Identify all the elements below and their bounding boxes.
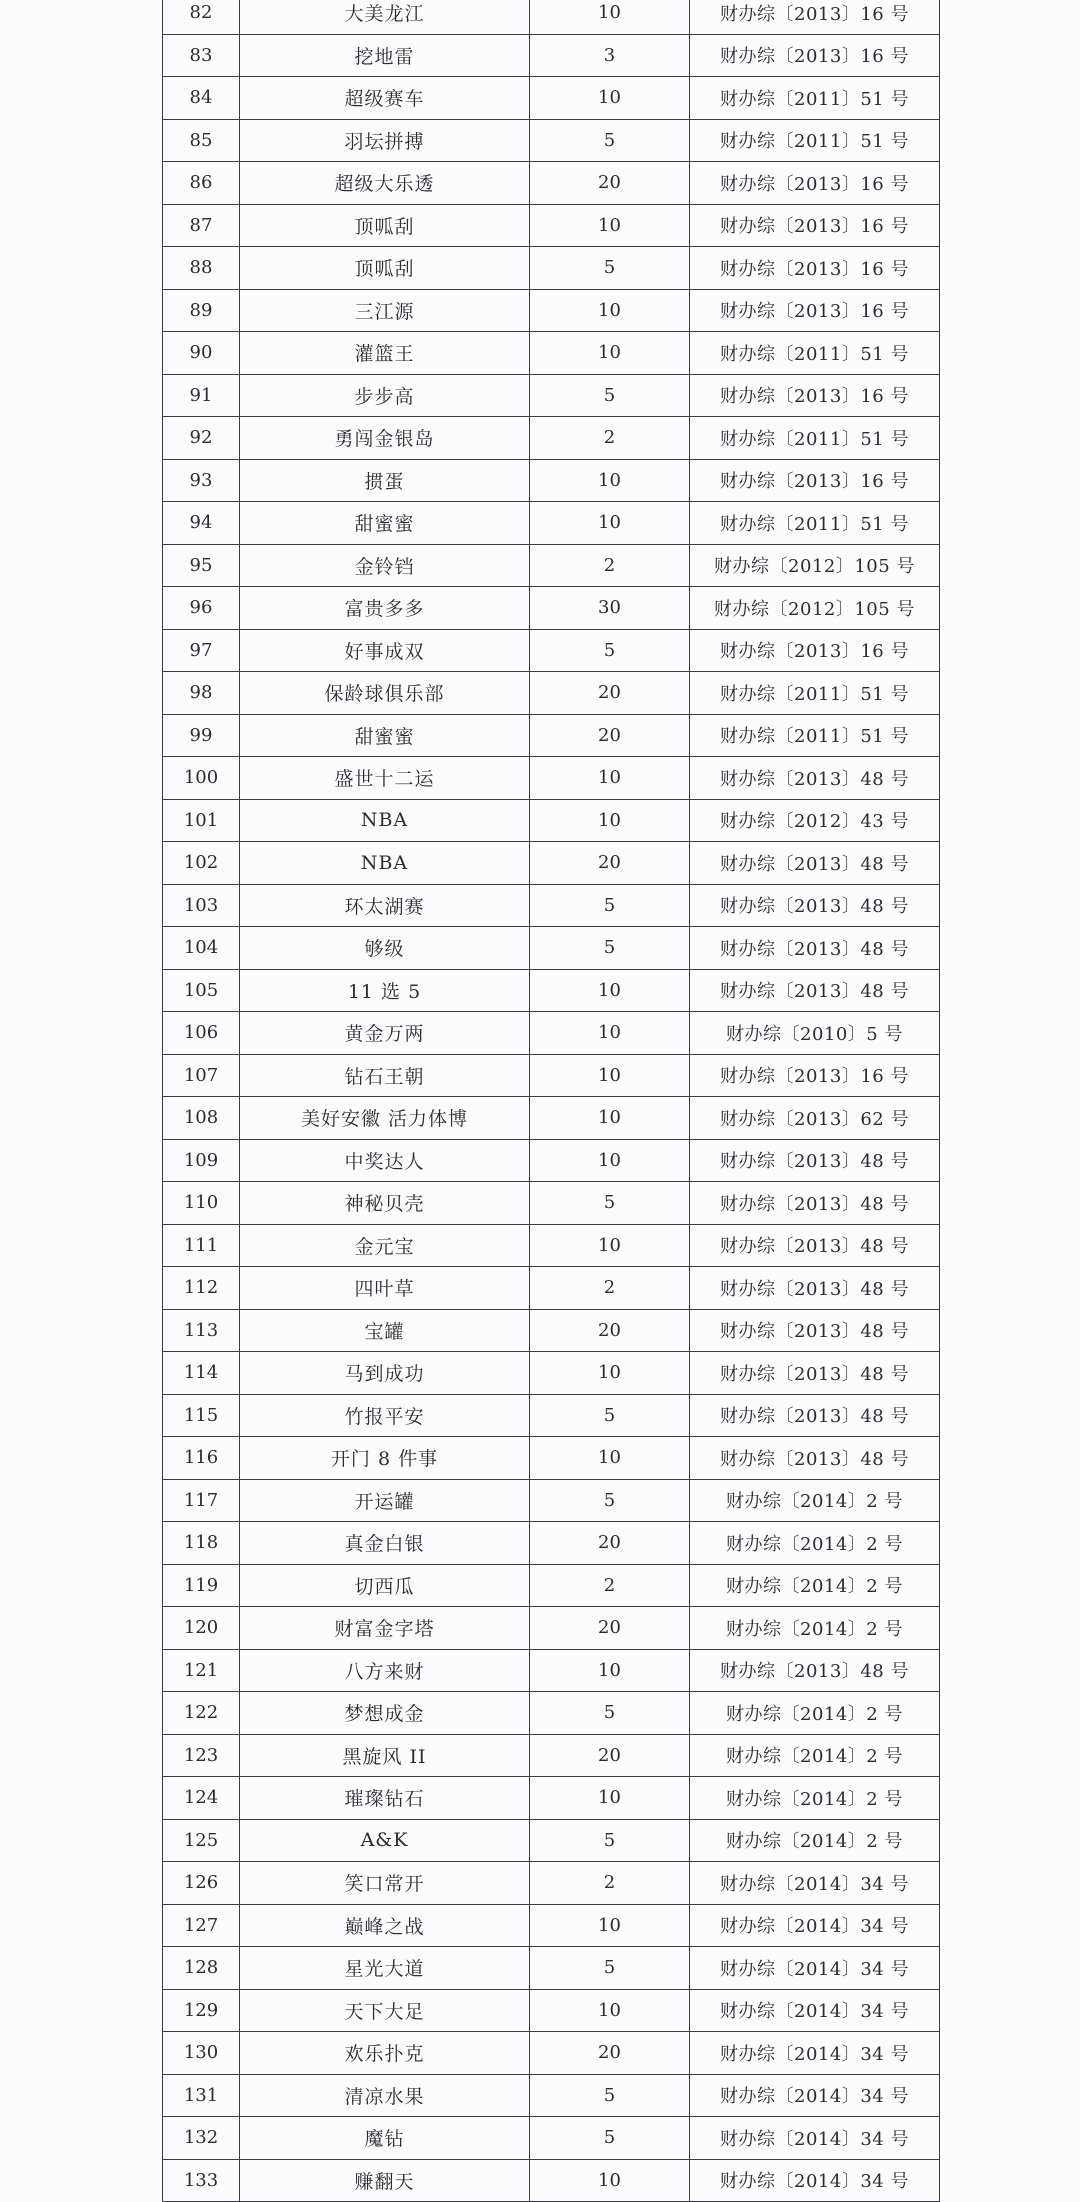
denomination-cell: 2 (530, 1564, 690, 1607)
game-name-cell: 灌篮王 (240, 332, 530, 375)
row-number-cell: 83 (163, 34, 240, 77)
game-name-cell: 笑口常开 (240, 1862, 530, 1905)
table-row (163, 799, 940, 842)
game-name-cell: 天下大足 (240, 1989, 530, 2032)
table-row (163, 162, 940, 205)
row-number-cell: 130 (163, 2032, 240, 2075)
row-number-cell: 124 (163, 1777, 240, 1820)
game-name-cell: 保龄球俱乐部 (240, 672, 530, 715)
row-number-cell: 128 (163, 1947, 240, 1990)
denomination-cell: 10 (530, 204, 690, 247)
table-row (163, 1989, 940, 2032)
document-reference-cell: 财办综〔2013〕16 号 (690, 162, 940, 205)
row-number-cell: 117 (163, 1479, 240, 1522)
game-name-cell: 钻石王朝 (240, 1054, 530, 1097)
table-row (163, 2159, 940, 2202)
document-reference-cell: 财办综〔2011〕51 号 (690, 332, 940, 375)
table-row (163, 2032, 940, 2075)
denomination-cell: 2 (530, 544, 690, 587)
document-reference-cell: 财办综〔2014〕2 号 (690, 1777, 940, 1820)
game-name-cell: 真金白银 (240, 1522, 530, 1565)
denomination-cell: 10 (530, 1437, 690, 1480)
document-reference-cell: 财办综〔2013〕48 号 (690, 1267, 940, 1310)
table-row (163, 842, 940, 885)
denomination-cell: 5 (530, 1182, 690, 1225)
document-reference-cell: 财办综〔2014〕2 号 (690, 1522, 940, 1565)
document-reference-cell: 财办综〔2014〕34 号 (690, 2117, 940, 2160)
denomination-cell: 10 (530, 757, 690, 800)
row-number-cell: 123 (163, 1734, 240, 1777)
document-reference-cell: 财办综〔2012〕43 号 (690, 799, 940, 842)
game-name-cell: 富贵多多 (240, 587, 530, 630)
game-name-cell: 八方来财 (240, 1649, 530, 1692)
document-reference-cell: 财办综〔2010〕5 号 (690, 1012, 940, 1055)
denomination-cell: 10 (530, 0, 690, 34)
game-name-cell: 勇闯金银岛 (240, 417, 530, 460)
table-row (163, 289, 940, 332)
document-reference-cell: 财办综〔2013〕48 号 (690, 1309, 940, 1352)
row-number-cell: 111 (163, 1224, 240, 1267)
table-row (163, 1267, 940, 1310)
table-row (163, 1522, 940, 1565)
table-row (163, 1607, 940, 1650)
table-row (163, 1139, 940, 1182)
table-row (163, 1862, 940, 1905)
denomination-cell: 10 (530, 1097, 690, 1140)
table-row (163, 757, 940, 800)
document-reference-cell: 财办综〔2013〕48 号 (690, 927, 940, 970)
document-reference-cell: 财办综〔2013〕48 号 (690, 1649, 940, 1692)
document-reference-cell: 财办综〔2013〕48 号 (690, 1224, 940, 1267)
game-name-cell: 环太湖赛 (240, 884, 530, 927)
table-row (163, 714, 940, 757)
game-name-cell: 星光大道 (240, 1947, 530, 1990)
row-number-cell: 131 (163, 2074, 240, 2117)
row-number-cell: 97 (163, 629, 240, 672)
row-number-cell: 92 (163, 417, 240, 460)
game-name-cell: 马到成功 (240, 1352, 530, 1395)
table-row (163, 332, 940, 375)
denomination-cell: 5 (530, 1819, 690, 1862)
denomination-cell: 5 (530, 1394, 690, 1437)
row-number-cell: 94 (163, 502, 240, 545)
document-reference-cell: 财办综〔2013〕16 号 (690, 459, 940, 502)
denomination-cell: 30 (530, 587, 690, 630)
game-name-cell: 宝罐 (240, 1309, 530, 1352)
row-number-cell: 129 (163, 1989, 240, 2032)
table-row (163, 1394, 940, 1437)
document-reference-cell: 财办综〔2013〕48 号 (690, 969, 940, 1012)
table-row (163, 1777, 940, 1820)
document-reference-cell: 财办综〔2014〕2 号 (690, 1734, 940, 1777)
denomination-cell: 5 (530, 374, 690, 417)
document-reference-cell: 财办综〔2012〕105 号 (690, 544, 940, 587)
row-number-cell: 120 (163, 1607, 240, 1650)
denomination-cell: 5 (530, 2117, 690, 2160)
table-row (163, 1819, 940, 1862)
table-row (163, 1734, 940, 1777)
table-row (163, 77, 940, 120)
document-reference-cell: 财办综〔2013〕48 号 (690, 1352, 940, 1395)
denomination-cell: 2 (530, 417, 690, 460)
denomination-cell: 10 (530, 1352, 690, 1395)
row-number-cell: 132 (163, 2117, 240, 2160)
row-number-cell: 113 (163, 1309, 240, 1352)
table-row (163, 1224, 940, 1267)
row-number-cell: 125 (163, 1819, 240, 1862)
denomination-cell: 20 (530, 1309, 690, 1352)
row-number-cell: 121 (163, 1649, 240, 1692)
game-name-cell: 魔钻 (240, 2117, 530, 2160)
game-name-cell: 顶呱刮 (240, 247, 530, 290)
game-name-cell: 财富金字塔 (240, 1607, 530, 1650)
game-name-cell: 梦想成金 (240, 1692, 530, 1735)
game-name-cell: 步步高 (240, 374, 530, 417)
denomination-cell: 5 (530, 1947, 690, 1990)
denomination-cell: 5 (530, 1479, 690, 1522)
document-reference-cell: 财办综〔2013〕16 号 (690, 247, 940, 290)
denomination-cell: 5 (530, 247, 690, 290)
document-reference-cell: 财办综〔2013〕48 号 (690, 1182, 940, 1225)
document-reference-cell: 财办综〔2013〕48 号 (690, 1394, 940, 1437)
document-reference-cell: 财办综〔2011〕51 号 (690, 714, 940, 757)
table-row (163, 1054, 940, 1097)
game-name-cell: 美好安徽 活力体博 (240, 1097, 530, 1140)
document-reference-cell: 财办综〔2011〕51 号 (690, 119, 940, 162)
table-row (163, 1437, 940, 1480)
game-name-cell: 竹报平安 (240, 1394, 530, 1437)
game-name-cell: NBA (240, 799, 530, 842)
row-number-cell: 96 (163, 587, 240, 630)
row-number-cell: 116 (163, 1437, 240, 1480)
game-name-cell: 金铃铛 (240, 544, 530, 587)
row-number-cell: 107 (163, 1054, 240, 1097)
table-row (163, 1309, 940, 1352)
document-reference-cell: 财办综〔2011〕51 号 (690, 77, 940, 120)
denomination-cell: 5 (530, 884, 690, 927)
denomination-cell: 10 (530, 332, 690, 375)
table-row (163, 204, 940, 247)
table-row (163, 884, 940, 927)
game-name-cell: 超级赛车 (240, 77, 530, 120)
row-number-cell: 127 (163, 1904, 240, 1947)
denomination-cell: 20 (530, 1734, 690, 1777)
row-number-cell: 119 (163, 1564, 240, 1607)
denomination-cell: 10 (530, 1989, 690, 2032)
denomination-cell: 20 (530, 162, 690, 205)
denomination-cell: 10 (530, 1904, 690, 1947)
row-number-cell: 112 (163, 1267, 240, 1310)
denomination-cell: 20 (530, 2032, 690, 2075)
denomination-cell: 10 (530, 1012, 690, 1055)
game-name-cell: 甜蜜蜜 (240, 714, 530, 757)
table-row (163, 1479, 940, 1522)
document-reference-cell: 财办综〔2013〕48 号 (690, 842, 940, 885)
game-name-cell: 掼蛋 (240, 459, 530, 502)
denomination-cell: 5 (530, 2074, 690, 2117)
denomination-cell: 10 (530, 969, 690, 1012)
row-number-cell: 89 (163, 289, 240, 332)
document-reference-cell: 财办综〔2014〕34 号 (690, 2032, 940, 2075)
game-name-cell: 大美龙江 (240, 0, 530, 34)
denomination-cell: 10 (530, 1054, 690, 1097)
denomination-cell: 2 (530, 1267, 690, 1310)
document-reference-cell: 财办综〔2014〕2 号 (690, 1564, 940, 1607)
document-reference-cell: 财办综〔2012〕105 号 (690, 587, 940, 630)
table-row (163, 2074, 940, 2117)
table-row (163, 502, 940, 545)
denomination-cell: 20 (530, 714, 690, 757)
document-reference-cell: 财办综〔2013〕48 号 (690, 884, 940, 927)
game-name-cell: 好事成双 (240, 629, 530, 672)
game-name-cell: 超级大乐透 (240, 162, 530, 205)
table-row (163, 672, 940, 715)
document-reference-cell: 财办综〔2013〕48 号 (690, 1139, 940, 1182)
row-number-cell: 122 (163, 1692, 240, 1735)
row-number-cell: 84 (163, 77, 240, 120)
row-number-cell: 108 (163, 1097, 240, 1140)
row-number-cell: 90 (163, 332, 240, 375)
document-reference-cell: 财办综〔2011〕51 号 (690, 672, 940, 715)
table-row (163, 417, 940, 460)
game-name-cell: 盛世十二运 (240, 757, 530, 800)
denomination-cell: 5 (530, 119, 690, 162)
lottery-table (162, 0, 940, 2202)
table-row (163, 247, 940, 290)
denomination-cell: 5 (530, 629, 690, 672)
document-reference-cell: 财办综〔2014〕34 号 (690, 1989, 940, 2032)
table-row (163, 544, 940, 587)
table-row (163, 0, 940, 34)
row-number-cell: 133 (163, 2159, 240, 2202)
document-reference-cell: 财办综〔2011〕51 号 (690, 417, 940, 460)
document-reference-cell: 财办综〔2013〕16 号 (690, 1054, 940, 1097)
document-reference-cell: 财办综〔2013〕48 号 (690, 757, 940, 800)
row-number-cell: 86 (163, 162, 240, 205)
game-name-cell: 欢乐扑克 (240, 2032, 530, 2075)
row-number-cell: 105 (163, 969, 240, 1012)
denomination-cell: 2 (530, 1862, 690, 1905)
table-row (163, 587, 940, 630)
game-name-cell: 神秘贝壳 (240, 1182, 530, 1225)
game-name-cell: 开运罐 (240, 1479, 530, 1522)
document-reference-cell: 财办综〔2013〕16 号 (690, 374, 940, 417)
table-row (163, 459, 940, 502)
denomination-cell: 10 (530, 799, 690, 842)
game-name-cell: 赚翻天 (240, 2159, 530, 2202)
table-row (163, 119, 940, 162)
row-number-cell: 101 (163, 799, 240, 842)
game-name-cell: 黑旋风 II (240, 1734, 530, 1777)
game-name-cell: 三江源 (240, 289, 530, 332)
game-name-cell: A&K (240, 1819, 530, 1862)
table-row (163, 1352, 940, 1395)
row-number-cell: 100 (163, 757, 240, 800)
table-row (163, 629, 940, 672)
row-number-cell: 126 (163, 1862, 240, 1905)
game-name-cell: 够级 (240, 927, 530, 970)
table-row (163, 1904, 940, 1947)
denomination-cell: 20 (530, 1522, 690, 1565)
table-row (163, 2117, 940, 2160)
game-name-cell: 羽坛拼搏 (240, 119, 530, 162)
table-row (163, 927, 940, 970)
row-number-cell: 104 (163, 927, 240, 970)
table-row (163, 1012, 940, 1055)
document-reference-cell: 财办综〔2011〕51 号 (690, 502, 940, 545)
denomination-cell: 20 (530, 1607, 690, 1650)
game-name-cell: 甜蜜蜜 (240, 502, 530, 545)
table-row (163, 1182, 940, 1225)
denomination-cell: 10 (530, 1224, 690, 1267)
row-number-cell: 85 (163, 119, 240, 162)
denomination-cell: 10 (530, 1777, 690, 1820)
row-number-cell: 99 (163, 714, 240, 757)
table-row (163, 1097, 940, 1140)
document-reference-cell: 财办综〔2014〕2 号 (690, 1607, 940, 1650)
game-name-cell: 顶呱刮 (240, 204, 530, 247)
game-name-cell: 四叶草 (240, 1267, 530, 1310)
row-number-cell: 110 (163, 1182, 240, 1225)
document-reference-cell: 财办综〔2014〕2 号 (690, 1479, 940, 1522)
row-number-cell: 106 (163, 1012, 240, 1055)
game-name-cell: 中奖达人 (240, 1139, 530, 1182)
denomination-cell: 3 (530, 34, 690, 77)
game-name-cell: 11 选 5 (240, 969, 530, 1012)
document-reference-cell: 财办综〔2014〕2 号 (690, 1692, 940, 1735)
denomination-cell: 5 (530, 927, 690, 970)
game-name-cell: NBA (240, 842, 530, 885)
document-reference-cell: 财办综〔2013〕16 号 (690, 204, 940, 247)
row-number-cell: 118 (163, 1522, 240, 1565)
document-reference-cell: 财办综〔2014〕34 号 (690, 2074, 940, 2117)
row-number-cell: 82 (163, 0, 240, 34)
table-row (163, 1692, 940, 1735)
document-reference-cell: 财办综〔2014〕34 号 (690, 2159, 940, 2202)
document-reference-cell: 财办综〔2014〕34 号 (690, 1904, 940, 1947)
document-reference-cell: 财办综〔2013〕48 号 (690, 1437, 940, 1480)
table-row (163, 969, 940, 1012)
game-name-cell: 切西瓜 (240, 1564, 530, 1607)
denomination-cell: 10 (530, 1649, 690, 1692)
game-name-cell: 璀璨钻石 (240, 1777, 530, 1820)
game-name-cell: 黄金万两 (240, 1012, 530, 1055)
denomination-cell: 10 (530, 459, 690, 502)
denomination-cell: 5 (530, 1692, 690, 1735)
game-name-cell: 开门 8 件事 (240, 1437, 530, 1480)
document-reference-cell: 财办综〔2013〕62 号 (690, 1097, 940, 1140)
denomination-cell: 10 (530, 289, 690, 332)
document-reference-cell: 财办综〔2013〕16 号 (690, 629, 940, 672)
row-number-cell: 91 (163, 374, 240, 417)
document-reference-cell: 财办综〔2013〕16 号 (690, 0, 940, 34)
table-row (163, 1947, 940, 1990)
row-number-cell: 114 (163, 1352, 240, 1395)
table-row (163, 1564, 940, 1607)
table-row (163, 34, 940, 77)
document-reference-cell: 财办综〔2013〕16 号 (690, 34, 940, 77)
game-name-cell: 清凉水果 (240, 2074, 530, 2117)
table-row (163, 1649, 940, 1692)
row-number-cell: 87 (163, 204, 240, 247)
document-reference-cell: 财办综〔2013〕16 号 (690, 289, 940, 332)
document-reference-cell: 财办综〔2014〕34 号 (690, 1947, 940, 1990)
table-row (163, 374, 940, 417)
row-number-cell: 88 (163, 247, 240, 290)
denomination-cell: 10 (530, 2159, 690, 2202)
document-reference-cell: 财办综〔2014〕34 号 (690, 1862, 940, 1905)
denomination-cell: 10 (530, 77, 690, 120)
game-name-cell: 金元宝 (240, 1224, 530, 1267)
row-number-cell: 102 (163, 842, 240, 885)
document-reference-cell: 财办综〔2014〕2 号 (690, 1819, 940, 1862)
denomination-cell: 20 (530, 842, 690, 885)
row-number-cell: 109 (163, 1139, 240, 1182)
row-number-cell: 93 (163, 459, 240, 502)
row-number-cell: 98 (163, 672, 240, 715)
denomination-cell: 20 (530, 672, 690, 715)
game-name-cell: 巅峰之战 (240, 1904, 530, 1947)
row-number-cell: 103 (163, 884, 240, 927)
game-name-cell: 挖地雷 (240, 34, 530, 77)
denomination-cell: 10 (530, 502, 690, 545)
denomination-cell: 10 (530, 1139, 690, 1182)
table-body (163, 0, 940, 2202)
row-number-cell: 115 (163, 1394, 240, 1437)
row-number-cell: 95 (163, 544, 240, 587)
